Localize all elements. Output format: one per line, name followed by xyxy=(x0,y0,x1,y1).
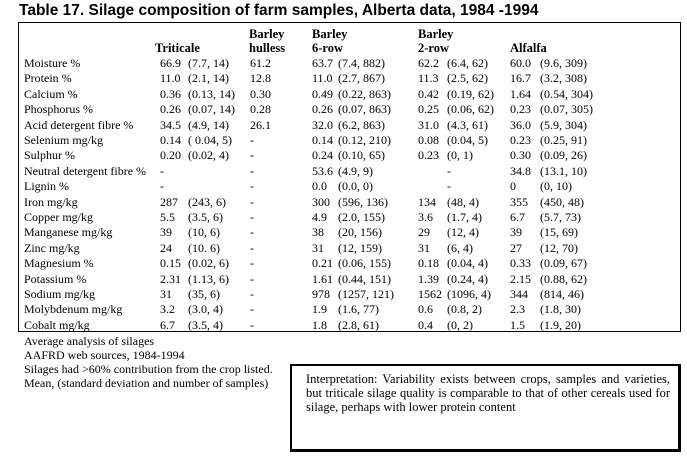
two-row-mean: 1562 xyxy=(418,287,442,301)
two-row-mean: 0.6 xyxy=(418,302,433,317)
alfalfa-sd-n: (814, 46) xyxy=(540,287,584,301)
two-row-sd-n: (0, 2) xyxy=(447,317,473,332)
alfalfa-mean: 0 xyxy=(510,179,516,194)
alfalfa-mean: 34.8 xyxy=(510,163,531,178)
hulless-mean: - xyxy=(250,287,254,301)
alfalfa-sd-n: (0.09, 67) xyxy=(540,256,587,271)
alfalfa-mean: 27 xyxy=(510,240,522,255)
triticale-sd-n: (35, 6) xyxy=(188,287,220,301)
row-label: Neutral detergent fibre % xyxy=(24,163,147,178)
column-header-barley-6row: Barley xyxy=(312,27,348,41)
two-row-sd-n: (0.19, 62) xyxy=(447,86,494,101)
triticale-mean: 0.26 xyxy=(160,102,181,117)
six-row-sd-n: (2.8, 61) xyxy=(338,317,379,332)
two-row-mean: 62.2 xyxy=(418,56,439,70)
six-row-mean: 53.6 xyxy=(312,163,333,178)
six-row-sd-n: (7.4, 882) xyxy=(338,56,385,70)
two-row-sd-n: (4.3, 61) xyxy=(447,117,488,132)
row-label: Zinc mg/kg xyxy=(24,240,80,255)
row-label: Protein % xyxy=(24,71,72,86)
hulless-mean: - xyxy=(250,225,254,240)
hulless-mean: - xyxy=(250,179,254,194)
two-row-sd-n: (0.04, 4) xyxy=(447,256,488,271)
column-header-alfalfa: Alfalfa xyxy=(510,41,547,55)
six-row-mean: 978 xyxy=(312,287,330,301)
alfalfa-sd-n: (3.2, 308) xyxy=(540,71,587,86)
alfalfa-sd-n: (0.54, 304) xyxy=(540,86,593,101)
six-row-mean: 4.9 xyxy=(312,210,327,224)
table-title: Table 17. Silage composition of farm samples, Alberta data, 1984 -1994 xyxy=(19,2,539,19)
two-row-mean: 0.18 xyxy=(418,256,439,271)
six-row-mean: 0.21 xyxy=(312,256,333,271)
alfalfa-mean: 0.33 xyxy=(510,256,531,271)
alfalfa-sd-n: (12, 70) xyxy=(540,240,578,255)
two-row-sd-n: (6.4, 62) xyxy=(447,56,488,70)
triticale-sd-n: ( 0.04, 5) xyxy=(188,133,232,147)
row-label: Lignin % xyxy=(24,179,69,194)
alfalfa-sd-n: (0, 10) xyxy=(540,179,572,194)
hulless-mean: - xyxy=(250,256,254,271)
hulless-mean: - xyxy=(250,194,254,209)
six-row-mean: 0.26 xyxy=(312,102,333,117)
triticale-mean: 11.0 xyxy=(160,71,181,86)
row-label: Molybdenum mg/kg xyxy=(24,302,123,317)
six-row-mean: 0.24 xyxy=(312,148,333,163)
hulless-mean: 0.30 xyxy=(250,86,271,101)
two-row-mean: 29 xyxy=(418,225,430,240)
alfalfa-sd-n: (15, 69) xyxy=(540,225,578,240)
six-row-sd-n: (0.44, 151) xyxy=(338,271,391,286)
two-row-mean: 11.3 xyxy=(418,71,439,86)
triticale-sd-n: (3.5, 6) xyxy=(188,210,223,224)
triticale-mean: 287 xyxy=(160,194,178,209)
triticale-sd-n: (0.13, 14) xyxy=(188,86,235,101)
note-line: Silages had >60% contribution from the crop listed. xyxy=(24,362,273,376)
two-row-mean: 0.25 xyxy=(418,102,439,117)
triticale-sd-n: (3.5, 4) xyxy=(188,317,223,332)
six-row-mean: 38 xyxy=(312,225,324,240)
two-row-sd-n: (2.5, 62) xyxy=(447,71,488,86)
alfalfa-sd-n: (9.6, 309) xyxy=(540,56,587,70)
triticale-mean: 0.36 xyxy=(160,86,181,101)
alfalfa-mean: 344 xyxy=(510,287,528,301)
six-row-sd-n: (0.22, 863) xyxy=(338,86,391,101)
hulless-mean: - xyxy=(250,210,254,224)
hulless-mean: - xyxy=(250,133,254,147)
row-label: Iron mg/kg xyxy=(24,194,78,209)
six-row-mean: 300 xyxy=(312,194,330,209)
six-row-sd-n: (12, 159) xyxy=(338,240,382,255)
triticale-sd-n: (0.02, 6) xyxy=(188,256,229,271)
row-label: Phosphorus % xyxy=(24,102,94,117)
table-notes xyxy=(24,334,273,390)
six-row-sd-n: (1257, 121) xyxy=(338,287,394,301)
triticale-sd-n: (2.1, 14) xyxy=(188,71,229,86)
six-row-sd-n: (6.2, 863) xyxy=(338,117,385,132)
two-row-sd-n: (6, 4) xyxy=(447,240,473,255)
triticale-mean: 66.9 xyxy=(160,56,181,70)
two-row-mean: 3.6 xyxy=(418,210,433,224)
triticale-mean: 39 xyxy=(160,225,172,240)
row-label: Copper mg/kg xyxy=(24,210,93,224)
triticale-sd-n: (10, 6) xyxy=(188,225,220,240)
alfalfa-sd-n: (0.25, 91) xyxy=(540,133,587,147)
two-row-mean: 31.0 xyxy=(418,117,439,132)
column-header-barley-hulless: hulless xyxy=(249,41,286,55)
six-row-sd-n: (20, 156) xyxy=(338,225,382,240)
alfalfa-mean: 6.7 xyxy=(510,210,525,224)
six-row-sd-n: (1.6, 77) xyxy=(338,302,379,317)
six-row-mean: 1.61 xyxy=(312,271,333,286)
six-row-mean: 11.0 xyxy=(312,71,333,86)
hulless-mean: - xyxy=(250,148,254,163)
alfalfa-mean: 355 xyxy=(510,194,528,209)
six-row-sd-n: (2.7, 867) xyxy=(338,71,385,86)
alfalfa-sd-n: (0.07, 305) xyxy=(540,102,593,117)
two-row-sd-n: (0.24, 4) xyxy=(447,271,488,286)
alfalfa-mean: 2.15 xyxy=(510,271,531,286)
triticale-sd-n: (3.0, 4) xyxy=(188,302,223,317)
triticale-mean: 0.14 xyxy=(160,133,181,147)
triticale-sd-n: (7.7, 14) xyxy=(188,56,229,70)
two-row-sd-n: (0.04, 5) xyxy=(447,133,488,147)
triticale-mean: 2.31 xyxy=(160,271,181,286)
triticale-sd-n: (4.9, 14) xyxy=(188,117,229,132)
six-row-sd-n: (0.12, 210) xyxy=(338,133,391,147)
alfalfa-mean: 36.0 xyxy=(510,117,531,132)
alfalfa-mean: 39 xyxy=(510,225,522,240)
alfalfa-mean: 0.23 xyxy=(510,102,531,117)
row-label: Cobalt mg/kg xyxy=(24,317,90,332)
six-row-mean: 1.9 xyxy=(312,302,327,317)
six-row-sd-n: (2.0, 155) xyxy=(338,210,385,224)
hulless-mean: - xyxy=(250,271,254,286)
two-row-mean: 1.39 xyxy=(418,271,439,286)
six-row-mean: 31 xyxy=(312,240,324,255)
six-row-sd-n: (0.07, 863) xyxy=(338,102,391,117)
row-label: Sulphur % xyxy=(24,148,75,163)
row-label: Moisture % xyxy=(24,56,81,70)
alfalfa-sd-n: (0.09, 26) xyxy=(540,148,587,163)
alfalfa-sd-n: (1.8, 30) xyxy=(540,302,581,317)
column-header-barley-2row: Barley xyxy=(418,27,454,41)
column-header-barley-hulless: Barley xyxy=(249,27,285,41)
hulless-mean: 26.1 xyxy=(250,117,271,132)
note-line: AAFRD web sources, 1984-1994 xyxy=(24,348,185,362)
triticale-mean: 0.15 xyxy=(160,256,181,271)
row-label: Manganese mg/kg xyxy=(24,225,113,240)
hulless-mean: - xyxy=(250,240,254,255)
alfalfa-sd-n: (0.88, 62) xyxy=(540,271,587,286)
alfalfa-sd-n: (450, 48) xyxy=(540,194,584,209)
row-label: Sodium mg/kg xyxy=(24,287,96,301)
two-row-mean: 0.23 xyxy=(418,148,439,163)
six-row-mean: 63.7 xyxy=(312,56,333,70)
alfalfa-mean: 1.5 xyxy=(510,317,525,332)
six-row-sd-n: (0.06, 155) xyxy=(338,256,391,271)
alfalfa-mean: 0.23 xyxy=(510,133,531,147)
six-row-mean: 1.8 xyxy=(312,317,327,332)
two-row-sd-n: (12, 4) xyxy=(447,225,479,240)
hulless-mean: - xyxy=(250,317,254,332)
hulless-mean: 0.28 xyxy=(250,102,271,117)
triticale-sd-n: (1.13, 6) xyxy=(188,271,229,286)
six-row-mean: 0.49 xyxy=(312,86,333,101)
note-line: Mean, (standard deviation and number of samples) xyxy=(24,376,269,390)
six-row-sd-n: (0.0, 0) xyxy=(338,179,373,194)
six-row-mean: 32.0 xyxy=(312,117,333,132)
six-row-sd-n: (596, 136) xyxy=(338,194,388,209)
hulless-mean: 61.2 xyxy=(250,56,271,70)
hulless-mean: 12.8 xyxy=(250,71,271,86)
hulless-mean: - xyxy=(250,302,254,317)
two-row-sd-n: (1.7, 4) xyxy=(447,210,482,224)
interpretation-box: Interpretation: Variability exists between crops, samples and varieties, but triticale silage quality is comparable to that of other cereals used for silage, perhaps with lower protein content xyxy=(290,364,681,452)
triticale-mean: 0.20 xyxy=(160,148,181,163)
alfalfa-mean: 16.7 xyxy=(510,71,531,86)
row-label: Selenium mg/kg xyxy=(24,133,103,147)
triticale-mean: 31 xyxy=(160,287,172,301)
two-row-mean: 0.08 xyxy=(418,133,439,147)
two-row-mean: 0.4 xyxy=(418,317,433,332)
six-row-mean: 0.14 xyxy=(312,133,333,147)
six-row-mean: 0.0 xyxy=(312,179,327,194)
alfalfa-sd-n: (5.7, 73) xyxy=(540,210,581,224)
triticale-mean: - xyxy=(160,179,164,194)
two-row-sd-n: (0.06, 62) xyxy=(447,102,494,117)
alfalfa-sd-n: (5.9, 304) xyxy=(540,117,587,132)
two-row-sd-n: (0.8, 2) xyxy=(447,302,482,317)
alfalfa-sd-n: (13.1, 10) xyxy=(540,163,587,178)
alfalfa-mean: 60.0 xyxy=(510,56,531,70)
two-row-sd-n: (0, 1) xyxy=(447,148,473,163)
two-row-sd-n: (48, 4) xyxy=(447,194,479,209)
triticale-sd-n: (0.02, 4) xyxy=(188,148,229,163)
row-label: Acid detergent fibre % xyxy=(24,117,134,132)
alfalfa-mean: 0.30 xyxy=(510,148,531,163)
note-line: Average analysis of silages xyxy=(24,334,155,348)
two-row-sd-n: - xyxy=(447,179,451,194)
six-row-sd-n: (4.9, 9) xyxy=(338,163,373,178)
triticale-sd-n: (243, 6) xyxy=(188,194,226,209)
alfalfa-sd-n: (1.9, 20) xyxy=(540,317,581,332)
triticale-mean: 6.7 xyxy=(160,317,175,332)
triticale-mean: 34.5 xyxy=(160,117,181,132)
two-row-mean: 134 xyxy=(418,194,436,209)
two-row-mean: 31 xyxy=(418,240,430,255)
triticale-mean: 24 xyxy=(160,240,172,255)
triticale-sd-n: (0.07, 14) xyxy=(188,102,235,117)
hulless-mean: - xyxy=(250,163,254,178)
column-header-barley-2row: 2-row xyxy=(418,41,450,55)
column-header-triticale: Triticale xyxy=(155,41,200,55)
alfalfa-mean: 1.64 xyxy=(510,86,531,101)
two-row-sd-n: (1096, 4) xyxy=(447,287,491,301)
triticale-sd-n: (10. 6) xyxy=(188,240,220,255)
row-label: Magnesium % xyxy=(24,256,94,271)
two-row-sd-n: - xyxy=(447,163,451,178)
row-label: Potassium % xyxy=(24,271,87,286)
triticale-mean: 5.5 xyxy=(160,210,175,224)
column-header-barley-6row: 6-row xyxy=(312,41,344,55)
triticale-mean: - xyxy=(160,163,164,178)
triticale-mean: 3.2 xyxy=(160,302,175,317)
alfalfa-mean: 2.3 xyxy=(510,302,525,317)
six-row-sd-n: (0.10, 65) xyxy=(338,148,385,163)
row-label: Calcium % xyxy=(24,86,78,101)
two-row-mean: 0.42 xyxy=(418,86,439,101)
